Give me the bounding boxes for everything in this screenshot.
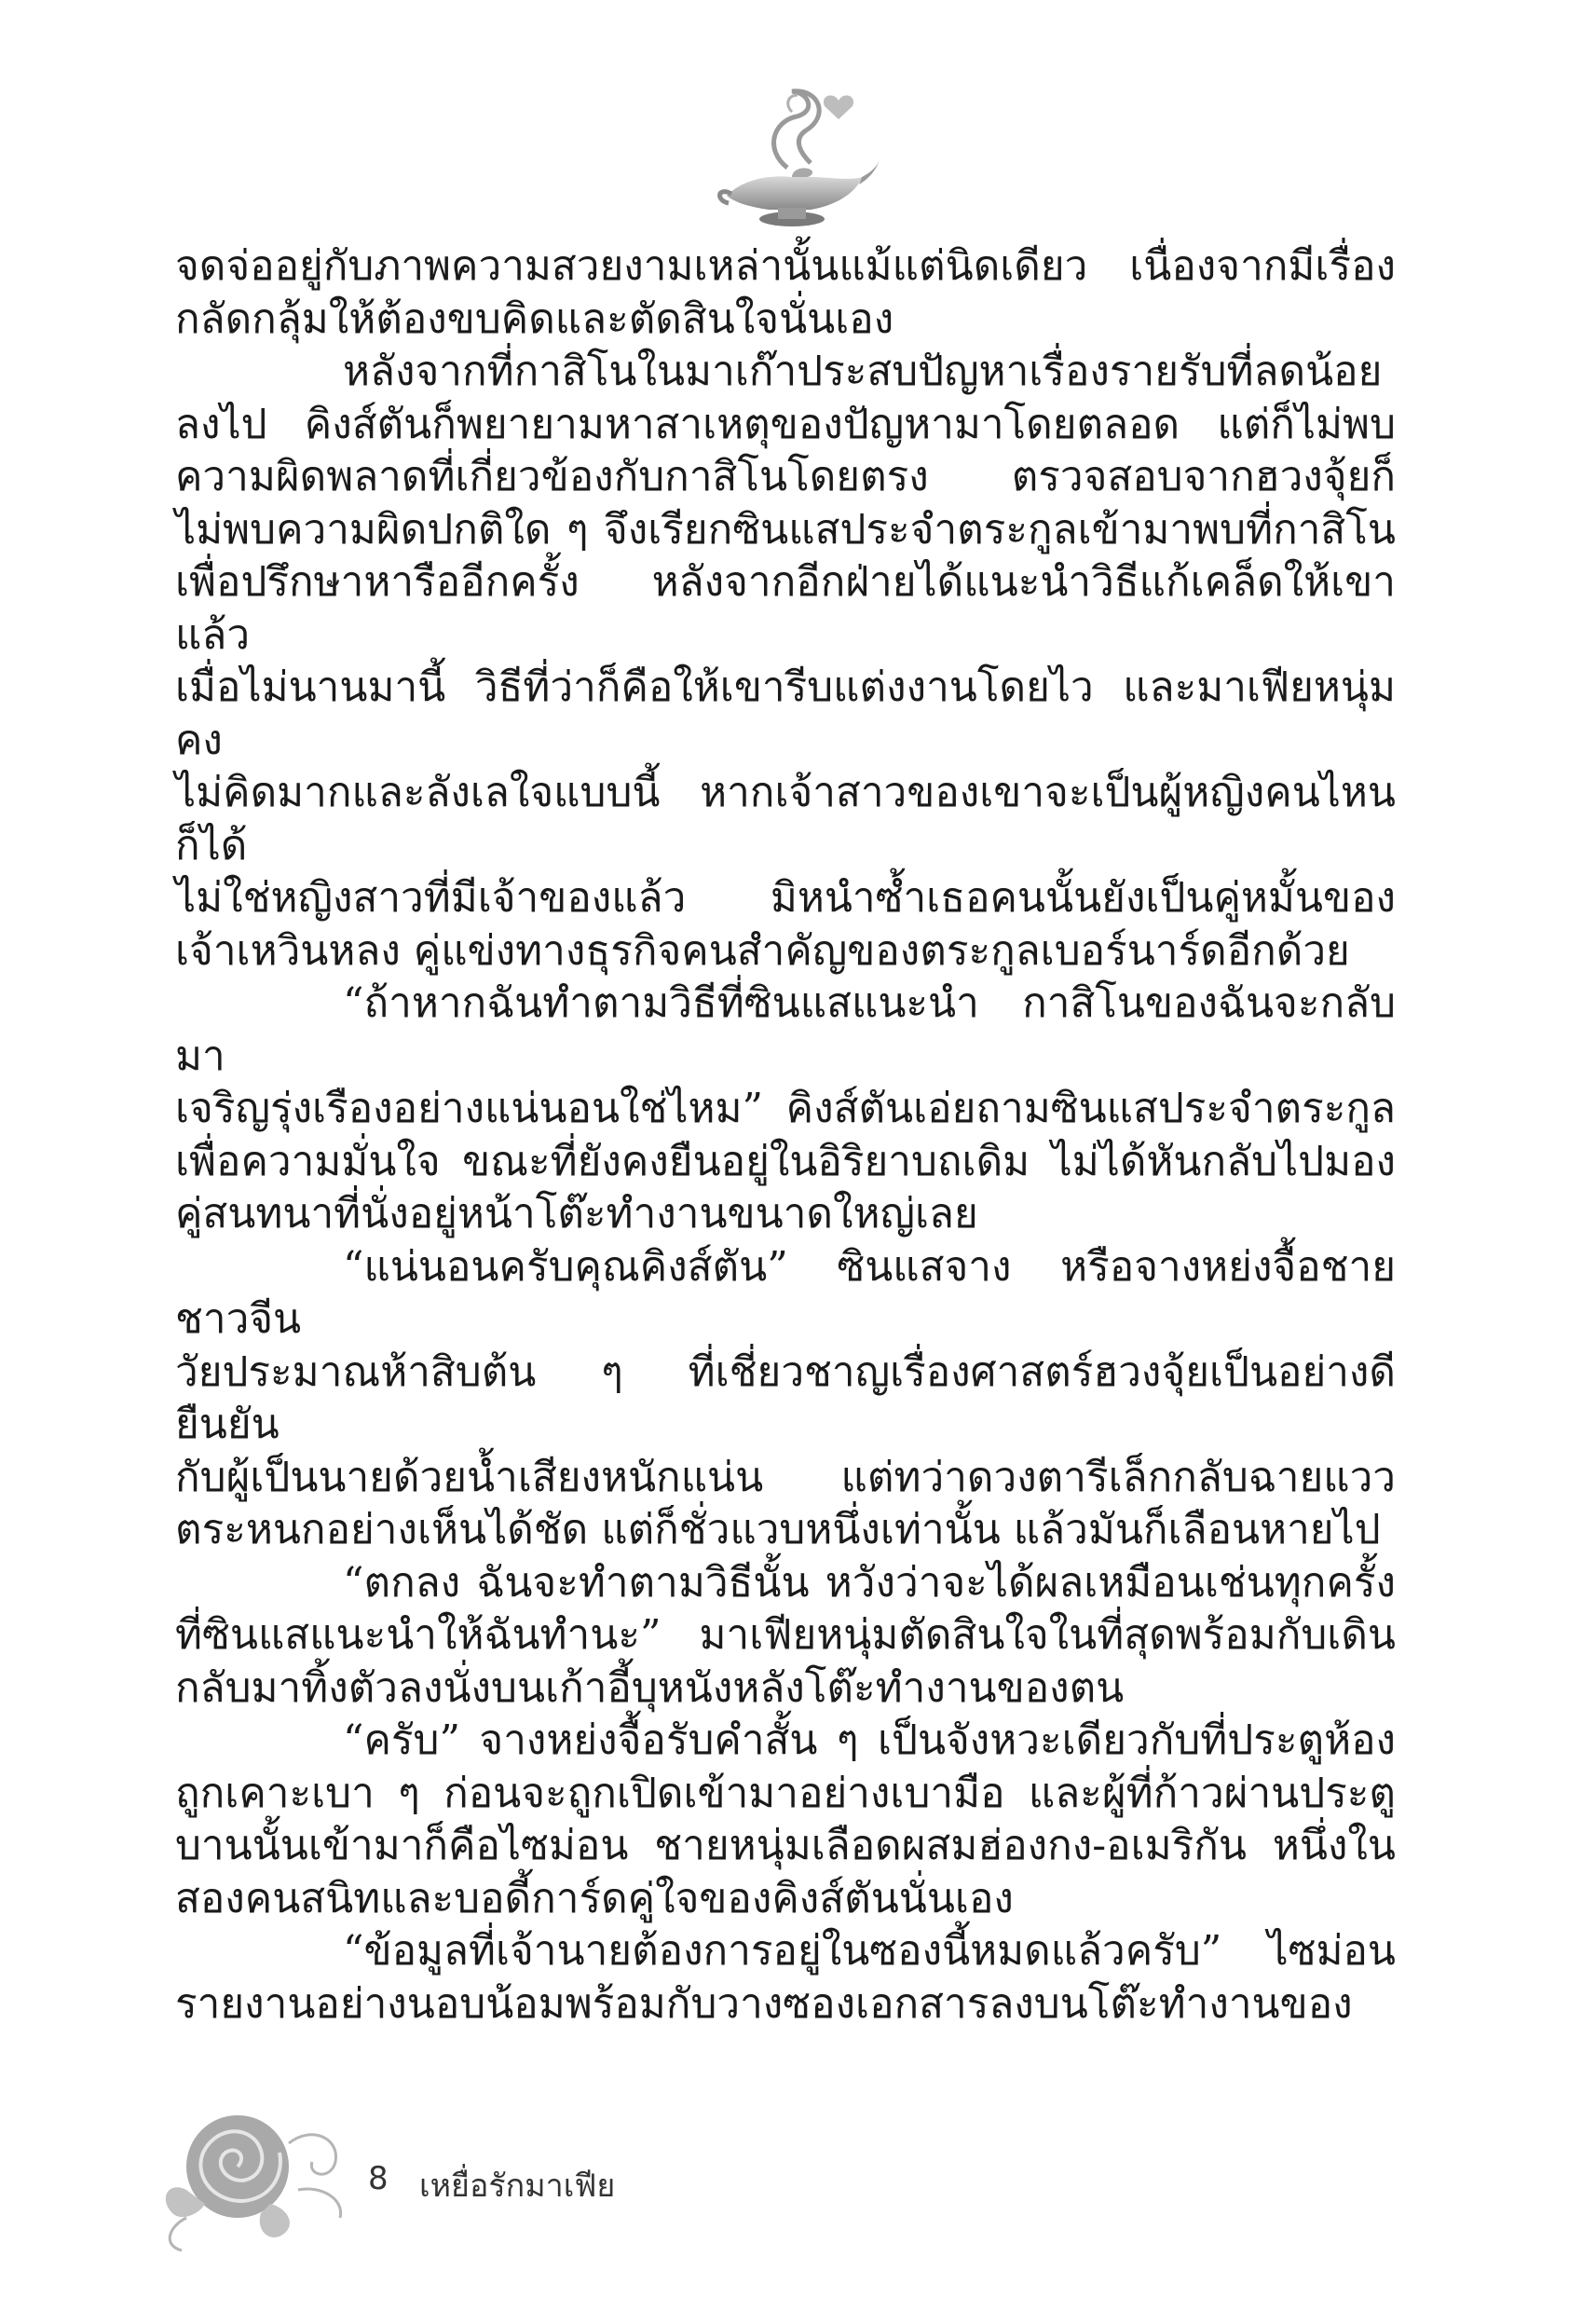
rose-flourish-icon	[149, 2087, 363, 2255]
text-line: ลงไป คิงส์ตันก็พยายามหาสาเหตุของปัญหามาโดยตลอด แต่ก็ไม่พบ	[175, 400, 1396, 448]
text-line: ตระหนกอย่างเห็นได้ชัด แต่ก็ชั่วแวบหนึ่งเท่านั้น แล้วมันก็เลือนหายไป	[175, 1506, 1381, 1553]
text-line: เพื่อความมั่นใจ ขณะที่ยังคงยืนอยู่ในอิริยาบถเดิม ไม่ได้หันกลับไปมอง	[175, 1137, 1396, 1185]
text-line: คู่สนทนาที่นั่งอยู่หน้าโต๊ะทำงานขนาดใหญ่เลย	[175, 1190, 978, 1238]
text-line: รายงานอย่างนอบน้อมพร้อมกับวางซองเอกสารลงบนโต๊ะทำงานของ	[175, 1979, 1353, 2028]
text-line: จดจ่ออยู่กับภาพความสวยงามเหล่านั้นแม้แต่นิดเดียว เนื่องจากมีเรื่อง	[175, 242, 1396, 290]
text-line: กลัดกลุ้มให้ต้องขบคิดและตัดสินใจนั่นเอง	[175, 294, 894, 343]
text-line: สองคนสนิทและบอดี้การ์ดคู่ใจของคิงส์ตันนั่นเอง	[175, 1874, 1014, 1922]
text-line: เจ้าเหวินหลง คู่แข่งทางธุรกิจคนสำคัญของตระกูลเบอร์นาร์ดอีกด้วย	[175, 926, 1350, 975]
text-line: “ตกลง ฉันจะทำตามวิธีนั้น หวังว่าจะได้ผลเหมือนเช่นทุกครั้ง	[343, 1558, 1396, 1607]
text-line: ไม่คิดมากและลังเลใจแบบนี้ หากเจ้าสาวของเขาจะเป็นผู้หญิงคนไหนก็ได้	[175, 769, 1396, 869]
text-line: “แน่นอนครับคุณคิงส์ตัน” ซินแสจาง หรือจางหย่งจื้อชายชาวจีน	[175, 1242, 1396, 1343]
lamp-with-genie-icon	[699, 84, 885, 242]
text-line: “ถ้าหากฉันทำตามวิธีที่ซินแสแนะนำ กาสิโนของฉันจะกลับมา	[175, 979, 1396, 1080]
text-line: ถูกเคาะเบา ๆ ก่อนจะถูกเปิดเข้ามาอย่างเบามือ และผู้ที่ก้าวผ่านประตู	[175, 1769, 1396, 1817]
text-line: ที่ซินแสแนะนำให้ฉันทำนะ” มาเฟียหนุ่มตัดสินใจในที่สุดพร้อมกับเดิน	[175, 1611, 1396, 1659]
text-line: วัยประมาณห้าสิบต้น ๆ ที่เชี่ยวชาญเรื่องศาสตร์ฮวงจุ้ยเป็นอย่างดียืนยัน	[175, 1347, 1396, 1448]
text-line: กลับมาทิ้งตัวลงนั่งบนเก้าอี้บุหนังหลังโต๊ะทำงานของตน	[175, 1663, 1125, 1712]
text-line: บานนั้นเข้ามาก็คือไซม่อน ชายหนุ่มเลือดผสมฮ่องกง-อเมริกัน หนึ่งใน	[175, 1822, 1396, 1869]
text-line: เพื่อปรึกษาหารืออีกครั้ง หลังจากอีกฝ่ายได้แนะนำวิธีแก้เคล็ดให้เขาแล้ว	[175, 558, 1396, 659]
text-line: ความผิดพลาดที่เกี่ยวข้องกับกาสิโนโดยตรง ตรวจสอบจากฮวงจุ้ยก็	[175, 453, 1396, 500]
text-line: เมื่อไม่นานมานี้ วิธีที่ว่าก็คือให้เขารีบแต่งงานโดยไว และมาเฟียหนุ่มคง	[175, 663, 1396, 764]
text-line: หลังจากที่กาสิโนในมาเก๊าประสบปัญหาเรื่องรายรับที่ลดน้อย	[343, 348, 1383, 395]
text-line: เจริญรุ่งเรืองอย่างแน่นอนใช่ไหม” คิงส์ตันเอ่ยถามซินแสประจำตระกูล	[175, 1085, 1396, 1132]
body-text	[175, 240, 1396, 2031]
text-line: “ครับ” จางหย่งจื้อรับคำสั้น ๆ เป็นจังหวะเดียวกับที่ประตูห้อง	[343, 1716, 1396, 1764]
book-title: เหยื่อรักมาเฟีย	[419, 2167, 616, 2205]
text-line: ไม่ใช่หญิงสาวที่มีเจ้าของแล้ว มิหนำซ้ำเธอคนนั้นยังเป็นคู่หมั้นของ	[175, 874, 1396, 922]
text-line: “ข้อมูลที่เจ้านายต้องการอยู่ในซองนี้หมดแล้วครับ” ไซม่อน	[343, 1927, 1396, 1975]
text-line: ไม่พบความผิดปกติใด ๆ จึงเรียกซินแสประจำตระกูลเข้ามาพบที่กาสิโน	[175, 505, 1396, 554]
page-number: 8	[368, 2160, 389, 2197]
text-line: กับผู้เป็นนายด้วยน้ำเสียงหนักแน่น แต่ทว่าดวงตารีเล็กกลับฉายแวว	[175, 1453, 1396, 1501]
